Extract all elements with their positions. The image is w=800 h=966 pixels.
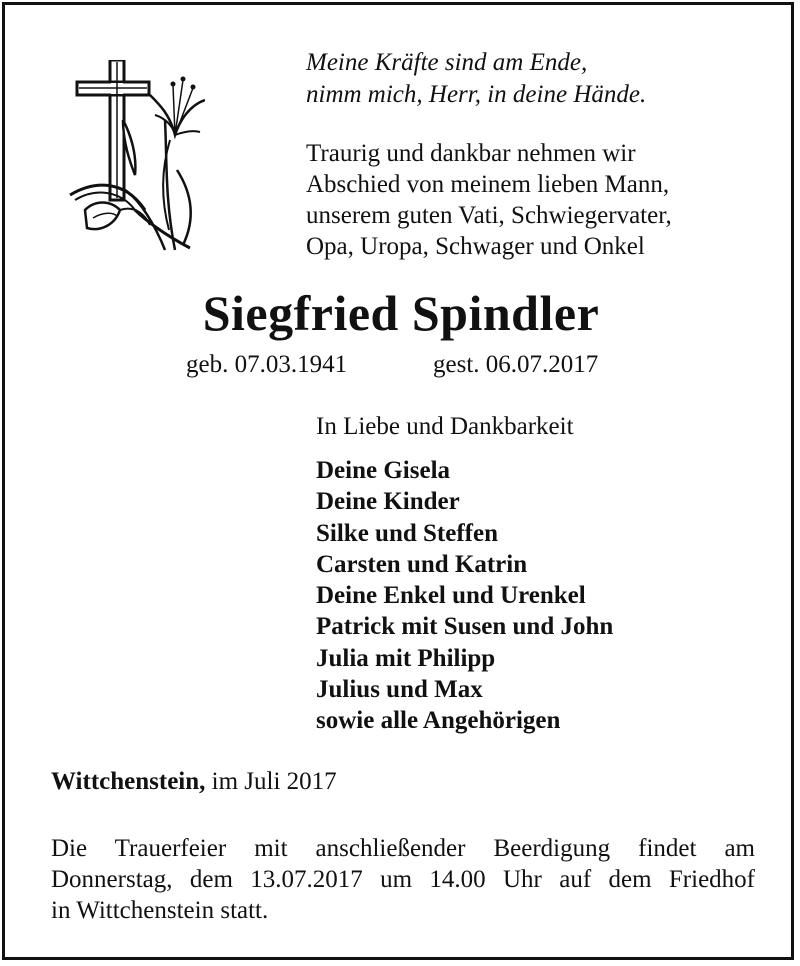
mourner-name: Silke und Steffen: [316, 519, 498, 547]
motto-line: Meine Kräfte sind am Ende,: [306, 49, 588, 76]
mourner-name: Deine Enkel und Urenkel: [316, 582, 586, 610]
mourner-name: Deine Kinder: [316, 488, 460, 516]
motto-verse: [306, 47, 646, 111]
death-date: gest. 06.07.2017: [433, 351, 599, 378]
cross-with-lilies-icon: [65, 60, 205, 255]
intro-text: [306, 138, 672, 262]
deceased-name: Siegfried Spindler: [202, 285, 600, 341]
obituary-notice: [2, 2, 794, 960]
mourner-name: Julius und Max: [316, 676, 483, 704]
notice-line: Die Trauerfeier mit anschließender Beerdigung findet am: [51, 835, 755, 862]
notice-line: Donnerstag, dem 13.07.2017 um 14.00 Uhr auf dem Friedhof: [51, 866, 755, 893]
mourner-name: Patrick mit Susen und John: [316, 613, 614, 641]
intro-line: Traurig und dankbar nehmen wir: [306, 140, 636, 167]
mourner-name: Deine Gisela: [316, 457, 451, 484]
mourner-name: Carsten und Katrin: [316, 550, 528, 578]
birth-date: geb. 07.03.1941: [186, 351, 348, 378]
mourner-name: sowie alle Angehörigen: [316, 707, 561, 735]
place-and-date: [51, 768, 337, 796]
place-date: im Juli 2017: [205, 768, 337, 795]
mourner-name: Julia mit Philipp: [316, 644, 496, 672]
intro-line: Opa, Uropa, Schwager und Onkel: [306, 233, 645, 260]
intro-line: Abschied von meinem lieben Mann,: [306, 171, 670, 198]
mourners-list: [316, 455, 613, 737]
intro-line: unserem guten Vati, Schwiegervater,: [306, 202, 672, 229]
notice-line: in Wittchenstein statt.: [51, 897, 269, 924]
motto-line: nimm mich, Herr, in deine Hände.: [306, 81, 647, 108]
mourners-intro: In Liebe und Dankbarkeit: [316, 413, 574, 440]
place-town: Wittchenstein,: [51, 768, 206, 795]
funeral-notice: [51, 833, 755, 926]
